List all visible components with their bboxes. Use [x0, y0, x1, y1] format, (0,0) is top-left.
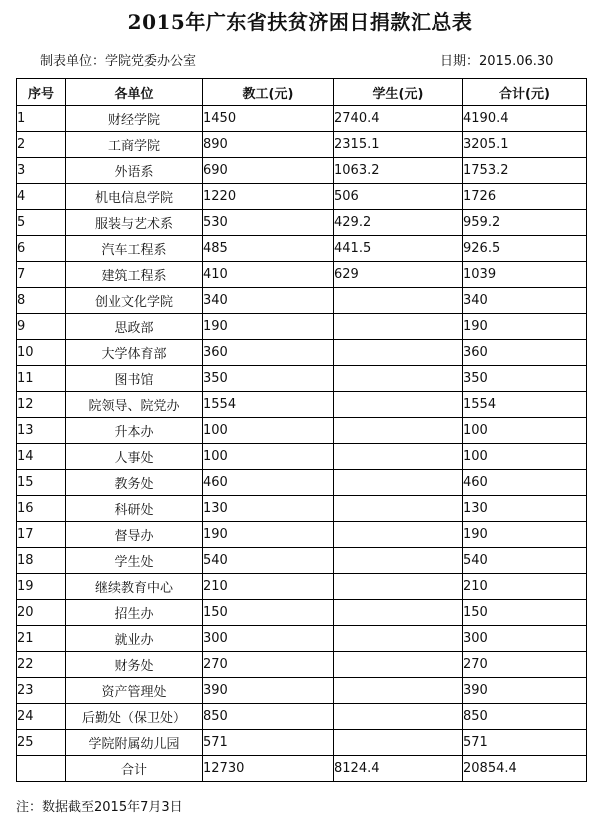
cell-student — [334, 548, 463, 574]
cell-student: 441.5 — [334, 236, 463, 262]
cell-no: 6 — [17, 236, 66, 262]
cell-sum: 300 — [463, 626, 587, 652]
cell-teacher: 190 — [203, 314, 334, 340]
cell-student: 506 — [334, 184, 463, 210]
table-row — [17, 262, 587, 288]
cell-sum: 571 — [463, 730, 587, 756]
table-row — [17, 132, 587, 158]
cell-unit: 科研处 — [66, 496, 203, 522]
cell-sum: 190 — [463, 522, 587, 548]
total-sum: 20854.4 — [463, 756, 587, 782]
cell-no: 22 — [17, 652, 66, 678]
cell-teacher: 850 — [203, 704, 334, 730]
cell-student — [334, 366, 463, 392]
total-row — [17, 756, 587, 782]
table-row — [17, 106, 587, 132]
cell-sum: 100 — [463, 418, 587, 444]
cell-student — [334, 730, 463, 756]
cell-teacher: 100 — [203, 444, 334, 470]
cell-sum: 926.5 — [463, 236, 587, 262]
cell-sum: 540 — [463, 548, 587, 574]
cell-student: 429.2 — [334, 210, 463, 236]
cell-teacher: 100 — [203, 418, 334, 444]
cell-sum: 3205.1 — [463, 132, 587, 158]
table-row — [17, 366, 587, 392]
cell-student: 629 — [334, 262, 463, 288]
cell-unit: 就业办 — [66, 626, 203, 652]
table-row — [17, 392, 587, 418]
cell-no: 14 — [17, 444, 66, 470]
header-unit: 各单位 — [66, 79, 203, 106]
cell-no: 20 — [17, 600, 66, 626]
cell-teacher: 410 — [203, 262, 334, 288]
cell-unit: 招生办 — [66, 600, 203, 626]
cell-sum: 360 — [463, 340, 587, 366]
total-label: 合计 — [66, 756, 203, 782]
header-no: 序号 — [17, 79, 66, 106]
cell-unit: 图书馆 — [66, 366, 203, 392]
cell-unit: 人事处 — [66, 444, 203, 470]
cell-no: 25 — [17, 730, 66, 756]
donation-table — [16, 78, 587, 782]
sheet-date: 日期：2015.06.30 — [440, 54, 554, 69]
cell-unit: 督导办 — [66, 522, 203, 548]
cell-unit: 院领导、院党办 — [66, 392, 203, 418]
table-row — [17, 340, 587, 366]
cell-sum: 270 — [463, 652, 587, 678]
total-student: 8124.4 — [334, 756, 463, 782]
cell-unit: 服装与艺术系 — [66, 210, 203, 236]
cell-unit: 学生处 — [66, 548, 203, 574]
header-sum: 合计(元) — [463, 79, 587, 106]
sheet-title: 2015年广东省扶贫济困日捐款汇总表 — [127, 10, 473, 34]
cell-no: 21 — [17, 626, 66, 652]
cell-unit: 继续教育中心 — [66, 574, 203, 600]
cell-teacher: 485 — [203, 236, 334, 262]
cell-student — [334, 574, 463, 600]
cell-unit: 教务处 — [66, 470, 203, 496]
table-row — [17, 236, 587, 262]
cell-no: 19 — [17, 574, 66, 600]
cell-sum: 100 — [463, 444, 587, 470]
cell-sum: 340 — [463, 288, 587, 314]
cell-student — [334, 340, 463, 366]
cell-unit: 资产管理处 — [66, 678, 203, 704]
table-row — [17, 730, 587, 756]
cell-teacher: 350 — [203, 366, 334, 392]
table-row — [17, 548, 587, 574]
cell-unit: 外语系 — [66, 158, 203, 184]
cell-teacher: 571 — [203, 730, 334, 756]
table-row — [17, 470, 587, 496]
cell-unit: 思政部 — [66, 314, 203, 340]
header-row — [17, 79, 587, 106]
total-no — [17, 756, 66, 782]
cell-no: 12 — [17, 392, 66, 418]
cell-unit: 建筑工程系 — [66, 262, 203, 288]
cell-unit: 学院附属幼儿园 — [66, 730, 203, 756]
prepared-by: 制表单位：学院党委办公室 — [40, 54, 197, 69]
table-row — [17, 600, 587, 626]
cell-unit: 机电信息学院 — [66, 184, 203, 210]
table-row — [17, 626, 587, 652]
cell-no: 11 — [17, 366, 66, 392]
cell-student: 1063.2 — [334, 158, 463, 184]
cell-teacher: 360 — [203, 340, 334, 366]
cell-no: 4 — [17, 184, 66, 210]
cell-no: 16 — [17, 496, 66, 522]
cell-teacher: 690 — [203, 158, 334, 184]
cell-sum: 150 — [463, 600, 587, 626]
cell-teacher: 1450 — [203, 106, 334, 132]
cell-no: 7 — [17, 262, 66, 288]
table-row — [17, 184, 587, 210]
cell-unit: 升本办 — [66, 418, 203, 444]
cell-unit: 创业文化学院 — [66, 288, 203, 314]
cell-no: 23 — [17, 678, 66, 704]
cell-no: 18 — [17, 548, 66, 574]
footnote: 注：数据截至2015年7月3日 — [16, 800, 183, 815]
cell-no: 9 — [17, 314, 66, 340]
total-teacher: 12730 — [203, 756, 334, 782]
cell-sum: 1039 — [463, 262, 587, 288]
cell-unit: 后勤处（保卫处） — [66, 704, 203, 730]
table-row — [17, 418, 587, 444]
cell-teacher: 270 — [203, 652, 334, 678]
cell-sum: 1726 — [463, 184, 587, 210]
cell-student — [334, 678, 463, 704]
cell-no: 24 — [17, 704, 66, 730]
header-student: 学生(元) — [334, 79, 463, 106]
cell-teacher: 460 — [203, 470, 334, 496]
cell-student — [334, 522, 463, 548]
cell-student — [334, 470, 463, 496]
cell-student: 2740.4 — [334, 106, 463, 132]
cell-student — [334, 496, 463, 522]
table-row — [17, 158, 587, 184]
table-row — [17, 314, 587, 340]
cell-teacher: 390 — [203, 678, 334, 704]
cell-teacher: 340 — [203, 288, 334, 314]
cell-student — [334, 314, 463, 340]
cell-student — [334, 444, 463, 470]
cell-no: 8 — [17, 288, 66, 314]
cell-no: 2 — [17, 132, 66, 158]
cell-no: 1 — [17, 106, 66, 132]
cell-student — [334, 652, 463, 678]
cell-no: 15 — [17, 470, 66, 496]
cell-sum: 390 — [463, 678, 587, 704]
cell-student — [334, 704, 463, 730]
cell-no: 3 — [17, 158, 66, 184]
cell-sum: 959.2 — [463, 210, 587, 236]
cell-unit: 财务处 — [66, 652, 203, 678]
table-row — [17, 444, 587, 470]
cell-student — [334, 626, 463, 652]
cell-teacher: 190 — [203, 522, 334, 548]
cell-sum: 460 — [463, 470, 587, 496]
table-row — [17, 210, 587, 236]
cell-teacher: 540 — [203, 548, 334, 574]
table-row — [17, 496, 587, 522]
table-row — [17, 288, 587, 314]
cell-unit: 工商学院 — [66, 132, 203, 158]
header-teacher: 教工(元) — [203, 79, 334, 106]
cell-sum: 210 — [463, 574, 587, 600]
cell-teacher: 210 — [203, 574, 334, 600]
cell-teacher: 130 — [203, 496, 334, 522]
cell-unit: 汽车工程系 — [66, 236, 203, 262]
table-row — [17, 574, 587, 600]
cell-unit: 大学体育部 — [66, 340, 203, 366]
cell-teacher: 890 — [203, 132, 334, 158]
table-row — [17, 522, 587, 548]
cell-sum: 4190.4 — [463, 106, 587, 132]
table-body — [17, 106, 587, 756]
cell-student — [334, 600, 463, 626]
cell-sum: 350 — [463, 366, 587, 392]
cell-student: 2315.1 — [334, 132, 463, 158]
cell-student — [334, 288, 463, 314]
cell-no: 13 — [17, 418, 66, 444]
table-row — [17, 704, 587, 730]
cell-teacher: 300 — [203, 626, 334, 652]
cell-sum: 1554 — [463, 392, 587, 418]
cell-sum: 850 — [463, 704, 587, 730]
cell-no: 17 — [17, 522, 66, 548]
cell-teacher: 530 — [203, 210, 334, 236]
cell-unit: 财经学院 — [66, 106, 203, 132]
cell-no: 5 — [17, 210, 66, 236]
cell-teacher: 1554 — [203, 392, 334, 418]
cell-student — [334, 392, 463, 418]
cell-sum: 190 — [463, 314, 587, 340]
cell-no: 10 — [17, 340, 66, 366]
cell-teacher: 150 — [203, 600, 334, 626]
cell-teacher: 1220 — [203, 184, 334, 210]
cell-sum: 130 — [463, 496, 587, 522]
table-row — [17, 652, 587, 678]
cell-student — [334, 418, 463, 444]
cell-sum: 1753.2 — [463, 158, 587, 184]
table-row — [17, 678, 587, 704]
